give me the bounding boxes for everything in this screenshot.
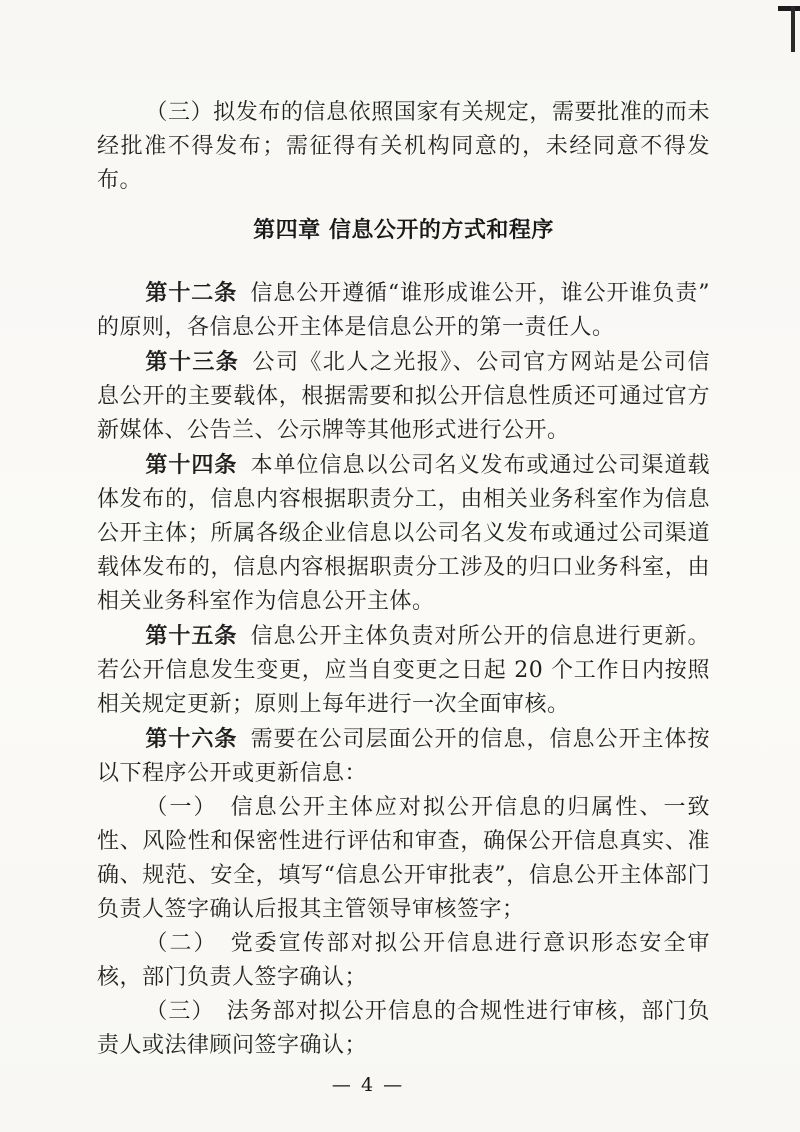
paragraph	[97, 276, 710, 345]
article-number-label: 第十二条	[145, 280, 238, 306]
page-number: — 4 —	[331, 1074, 405, 1096]
paragraph-text: 本单位信息以公司名义发布或通过公司渠道载体发布的，信息内容根据职责分工，由相关业务科室作为信息公开主体；所属各级企业信息以公司名义发布或通过公司渠道载体发布的，信息内容根据职责分工涉及的归口业务科室，由相关业务科室作为信息公开主体。	[97, 453, 710, 614]
paragraph-text: 信息公开主体负责对所公开的信息进行更新。若公开信息发生变更，应当自变更之日起 20 个工作日内按照相关规定更新；原则上每年进行一次全面审核。	[97, 624, 710, 717]
article-number-label: 第十五条	[145, 623, 238, 649]
paragraph-text: 信息公开遵循“谁形成谁公开，谁公开谁负责”的原则，各信息公开主体是信息公开的第一责任人。	[97, 281, 710, 340]
article-number-label: 第十三条	[145, 349, 240, 375]
paragraph-text: （一） 信息公开主体应对拟公开信息的归属性、一致性、风险性和保密性进行评估和审查，确保公开信息真实、准确、规范、安全，填写“信息公开审批表”，信息公开主体部门负责人签字确认后报其主管领导审核签字；	[97, 795, 710, 922]
paragraph	[97, 927, 710, 995]
chapter-heading: 第四章 信息公开的方式和程序	[253, 218, 554, 243]
document-body	[97, 96, 710, 1063]
paragraph-text: 需要在公司层面公开的信息，信息公开主体按以下程序公开或更新信息：	[97, 727, 710, 786]
scan-corner-mark-horizontal	[778, 6, 800, 11]
paragraph	[97, 995, 710, 1063]
paragraph	[97, 448, 710, 619]
paragraph	[97, 96, 710, 198]
post-heading-paragraphs	[97, 276, 710, 1063]
pre-heading-paragraphs	[97, 96, 710, 198]
article-number-label: 第十六条	[145, 726, 238, 752]
scan-corner-mark-vertical	[791, 6, 795, 52]
paragraph	[97, 619, 710, 722]
paragraph	[97, 345, 710, 448]
article-number-label: 第十四条	[145, 452, 238, 478]
paragraph	[97, 722, 710, 791]
paragraph	[97, 791, 710, 927]
paragraph-text: （二） 党委宣传部对拟公开信息进行意识形态安全审核，部门负责人签字确认；	[97, 931, 710, 990]
paragraph-text: （三）拟发布的信息依照国家有关规定，需要批准的而未经批准不得发布；需征得有关机构同意的，未经同意不得发布。	[97, 100, 710, 193]
paragraph-text: 公司《北人之光报》、公司官方网站是公司信息公开的主要载体，根据需要和拟公开信息性质还可通过官方新媒体、公告兰、公示牌等其他形式进行公开。	[97, 350, 710, 443]
paragraph-text: （三） 法务部对拟公开信息的合规性进行审核，部门负责人或法律顾问签字确认；	[97, 999, 710, 1058]
